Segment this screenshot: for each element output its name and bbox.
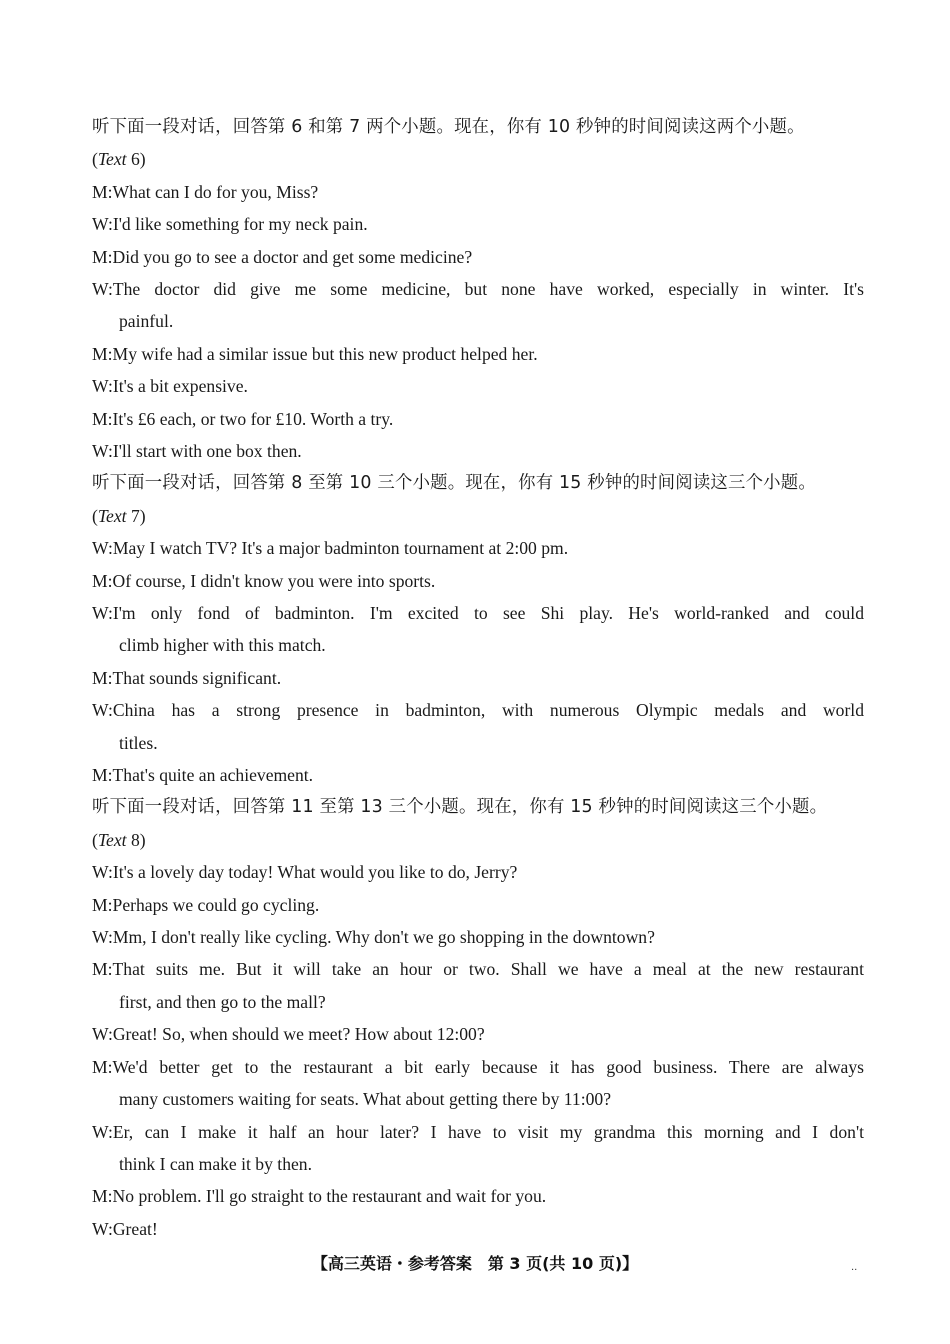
dialogue-line: [92, 856, 864, 888]
speaker-label: M:: [92, 1056, 113, 1077]
dialogue-line: [92, 953, 864, 985]
dialogue-continuation: [92, 305, 864, 337]
dialogue-line: [92, 597, 864, 629]
dialogue-line: [92, 273, 864, 305]
utterance-text: think I can make it by then.: [119, 1153, 312, 1174]
speaker-label: W:: [92, 700, 113, 721]
speaker-label: W:: [92, 441, 113, 462]
speaker-label: W:: [92, 376, 113, 397]
dialogue-line: [92, 662, 864, 694]
utterance-text: No problem. I'll go straight to the restaurant and wait for you.: [112, 1186, 547, 1207]
utterance-text: It's £6 each, or two for £10. Worth a try.: [112, 408, 394, 429]
section-heading: 听下面一段对话，回答第 11 至第 13 三个小题。现在，你有 15 秒钟的时间阅读这三个小题。: [92, 797, 828, 818]
utterance-text: Great! So, when should we meet? How about 12:00?: [112, 1024, 485, 1045]
speaker-label: W:: [92, 1121, 113, 1142]
dialogue-line: [92, 889, 864, 921]
dialogue-line: [92, 1180, 864, 1212]
utterance-text: My wife had a similar issue but this new product helped her.: [112, 343, 538, 364]
speaker-label: M:: [92, 667, 113, 688]
utterance-text: titles.: [119, 732, 158, 753]
dialogue-line: [92, 921, 864, 953]
utterance-text: That's quite an achievement.: [112, 765, 314, 786]
dialogue-continuation: [92, 1148, 864, 1180]
dialogue-line: [92, 338, 864, 370]
speaker-label: M:: [92, 181, 113, 202]
dialogue-line: [92, 1018, 864, 1050]
utterance-text: We'd better get to the restaurant a bit early because it has good business. There are always: [112, 1056, 864, 1077]
text-label: [92, 143, 864, 175]
utterance-text: What can I do for you, Miss?: [112, 181, 319, 202]
dialogue-line: [92, 1116, 864, 1148]
utterance-text: It's a bit expensive.: [112, 376, 248, 397]
speaker-label: M:: [92, 1186, 113, 1207]
speaker-label: M:: [92, 765, 113, 786]
utterance-text: painful.: [119, 311, 174, 332]
speaker-label: M:: [92, 408, 113, 429]
dialogue-line: [92, 565, 864, 597]
speaker-label: M:: [92, 246, 113, 267]
speaker-label: W:: [92, 538, 113, 559]
speaker-label: W:: [92, 862, 113, 883]
text-label: [92, 500, 864, 532]
dialogue-continuation: [92, 727, 864, 759]
text-label-word: Text: [97, 505, 127, 526]
speaker-label: M:: [92, 894, 113, 915]
dialogue-line: [92, 403, 864, 435]
text-label-open: (: [92, 149, 98, 170]
dialogue-continuation: [92, 629, 864, 661]
section-heading: 听下面一段对话，回答第 6 和第 7 两个小题。现在，你有 10 秒钟的时间阅读这两个小题。: [92, 117, 805, 137]
utterance-text: Did you go to see a doctor and get some medicine?: [112, 246, 473, 267]
dialogue-line: [92, 532, 864, 564]
text-label-open: (: [92, 829, 98, 850]
utterance-text: Perhaps we could go cycling.: [112, 894, 320, 915]
dialogue-line: [92, 435, 864, 467]
utterance-text: Er, can I make it half an hour later? I have to visit my grandma this morning and I don't: [112, 1121, 864, 1142]
dialogue-line: [92, 1051, 864, 1083]
dialogue-continuation: [92, 1083, 864, 1115]
utterance-text: Of course, I didn't know you were into sports.: [112, 570, 436, 591]
text-label-open: (: [92, 505, 98, 526]
dialogue-line: [92, 241, 864, 273]
utterance-text: May I watch TV? It's a major badminton tournament at 2:00 pm.: [112, 538, 569, 559]
text-label-number: 6): [126, 149, 146, 170]
utterance-text: China has a strong presence in badminton, with numerous Olympic medals and world: [112, 700, 864, 721]
dialogue-line: [92, 370, 864, 402]
dialogue-line: [92, 208, 864, 240]
utterance-text: The doctor did give me some medicine, but none have worked, especially in winter. It's: [112, 279, 864, 299]
dialogue-line: [92, 176, 864, 208]
utterance-text: first, and then go to the mall?: [119, 991, 326, 1012]
text-label-number: 7): [126, 505, 146, 526]
utterance-text: many customers waiting for seats. What about getting there by 11:00?: [119, 1089, 612, 1110]
utterance-text: That suits me. But it will take an hour or two. Shall we have a meal at the new restaurant: [112, 959, 864, 980]
utterance-text: Mm, I don't really like cycling. Why don't we go shopping in the downtown?: [112, 927, 655, 948]
utterance-text: I'll start with one box then.: [112, 441, 302, 462]
dialogue-line: [92, 694, 864, 726]
speaker-label: M:: [92, 570, 113, 591]
text-label-number: 8): [126, 829, 146, 850]
speaker-label: W:: [92, 1218, 113, 1239]
utterance-text: Great!: [112, 1218, 158, 1239]
dialogue-line: [92, 759, 864, 791]
speaker-label: W:: [92, 279, 113, 299]
utterance-text: I'm only fond of badminton. I'm excited to see Shi play. He's world-ranked and could: [112, 603, 864, 624]
listening-transcript: [92, 111, 864, 1245]
speaker-label: W:: [92, 927, 113, 948]
speaker-label: W:: [92, 603, 113, 624]
dialogue-continuation: [92, 986, 864, 1018]
page-footer: 【高三英语・参考答案 第 3 页(共 10 页)】: [311, 1254, 639, 1273]
text-label-word: Text: [97, 829, 127, 850]
text-label-word: Text: [97, 149, 127, 170]
text-label: [92, 824, 864, 856]
dialogue-line: [92, 1213, 864, 1245]
speaker-label: W:: [92, 214, 113, 235]
speaker-label: W:: [92, 1024, 113, 1045]
speaker-label: M:: [92, 959, 113, 980]
utterance-text: I'd like something for my neck pain.: [112, 214, 368, 235]
utterance-text: It's a lovely day today! What would you like to do, Jerry?: [112, 862, 518, 883]
utterance-text: That sounds significant.: [112, 667, 282, 688]
corner-mark: ..: [851, 1262, 858, 1273]
speaker-label: M:: [92, 343, 113, 364]
section-heading: 听下面一段对话，回答第 8 至第 10 三个小题。现在，你有 15 秒钟的时间阅读这三个小题。: [92, 473, 816, 494]
utterance-text: climb higher with this match.: [119, 635, 326, 656]
